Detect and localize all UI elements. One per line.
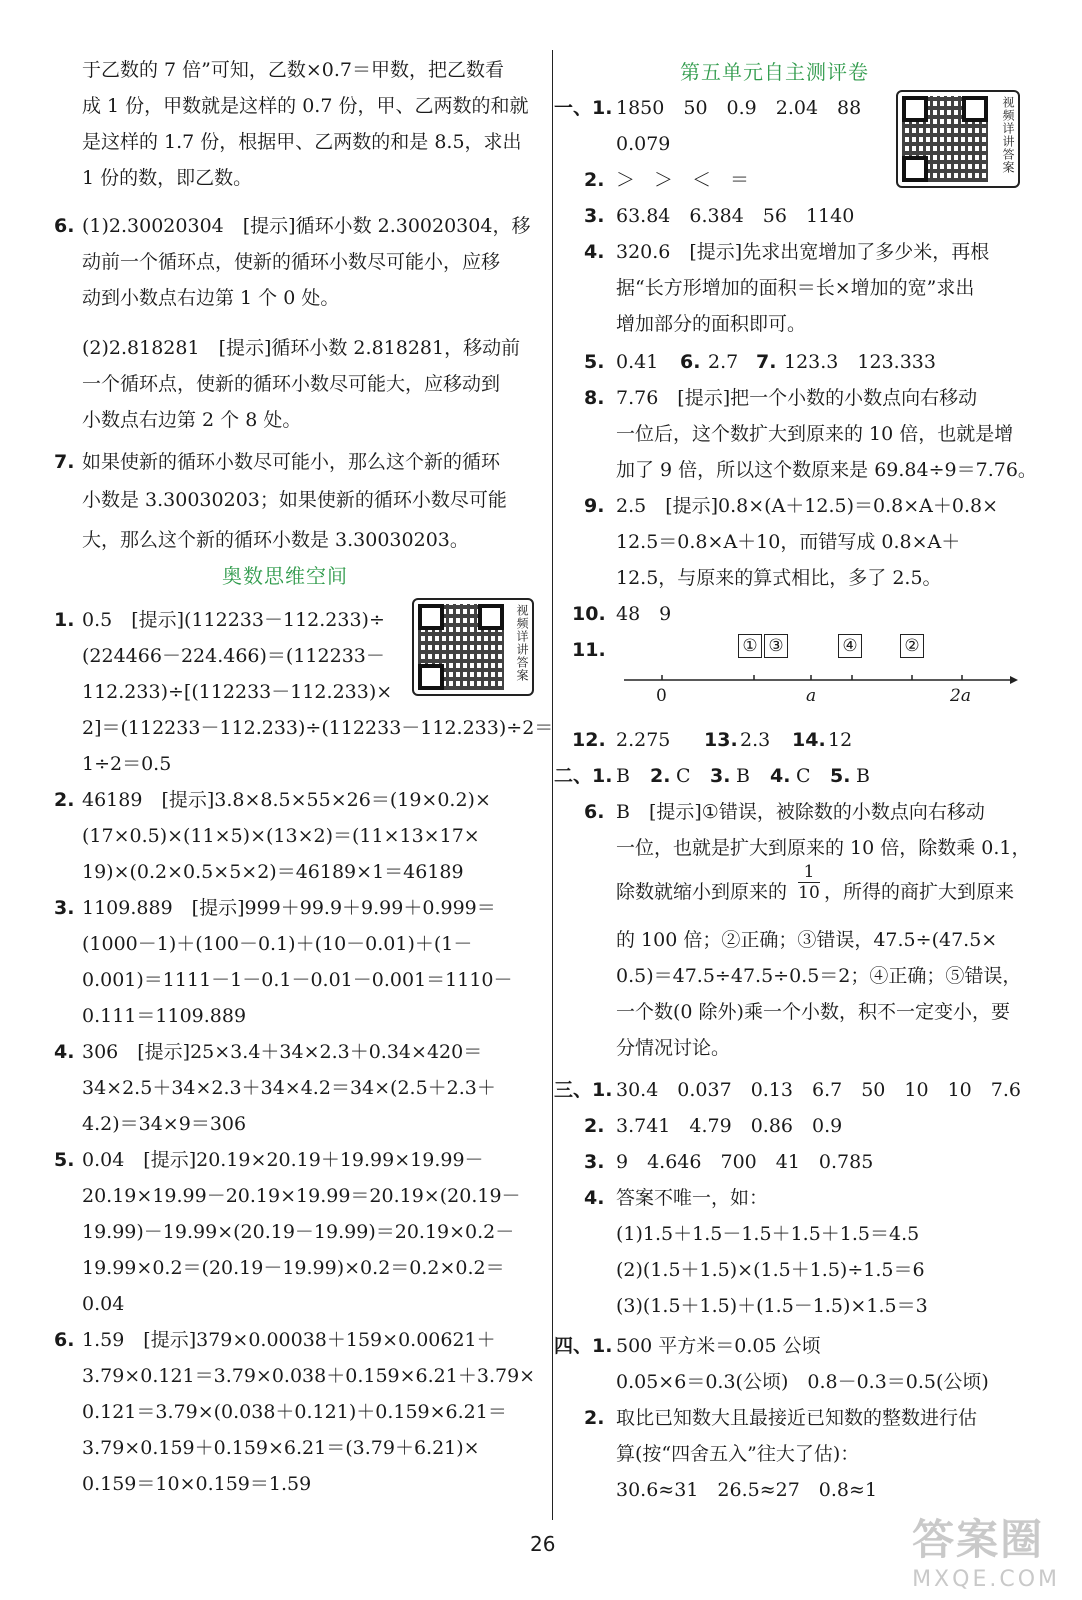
text-line: B [提示]①错误，被除数的小数点向右移动 [616, 801, 985, 823]
text-line: 成 1 份，甲数就是这样的 0.7 份，甲、乙两数的和就 [82, 95, 529, 117]
text-line: 500 平方米＝0.05 公顷 [616, 1335, 821, 1357]
text-line: 小数是 3.30030203；如果使新的循环小数尽可能 [82, 489, 507, 511]
text-line: 1 份的数，即乙数。 [82, 167, 253, 189]
text-line: 12.5＝0.8×A＋10，而错写成 0.8×A＋ [616, 531, 961, 553]
text-line: 123.3 123.333 [784, 351, 936, 373]
text-line: 2.5 [提示]0.8×(A＋12.5)＝0.8×A＋0.8× [616, 495, 999, 517]
item-number: 3. [584, 205, 605, 227]
qr-code-icon[interactable] [412, 598, 534, 696]
item-number: 四、1. [554, 1335, 613, 1357]
qr-corner [902, 96, 928, 122]
item-number: 12. [572, 729, 606, 751]
section-title: 第五单元自主测评卷 [680, 60, 869, 84]
watermark-logo [912, 1507, 1060, 1592]
text-line: 3.79×0.159＋0.159×6.21＝(3.79＋6.21)× [82, 1437, 480, 1459]
text-line: 0.04 [82, 1293, 125, 1315]
number-line [620, 634, 1020, 704]
text-line: 320.6 [提示]先求出宽增加了多少米，再根 [616, 241, 990, 263]
text-line: 112.233)÷[(112233－112.233)× [82, 681, 393, 703]
item-number: 1. [54, 609, 75, 631]
text-line: 0.121＝3.79×(0.038＋0.121)＋0.159×6.21＝ [82, 1401, 507, 1423]
text-line: 306 [提示]25×3.4＋34×2.3＋0.34×420＝ [82, 1041, 483, 1063]
watermark-url: MXQE.COM [912, 1567, 1060, 1592]
text-line: B [736, 765, 750, 787]
item-number: 3. [54, 897, 75, 919]
text-line: 除数就缩小到原来的 [616, 881, 788, 903]
text-line: 0.111＝1109.889 [82, 1005, 247, 1027]
fraction-numerator: 1 [798, 862, 820, 883]
text-line: 2.3 [740, 729, 771, 751]
text-line: (1)2.30020304 [提示]循环小数 2.30020304，移 [82, 215, 531, 237]
item-number: 11. [572, 639, 606, 661]
text-line: (17×0.5)×(11×5)×(13×2)＝(11×13×17× [82, 825, 480, 847]
item-number: 5. [584, 351, 605, 373]
text-line: 的 100 倍；②正确；③错误，47.5÷(47.5× [616, 929, 998, 951]
text-line: ，所得的商扩大到原来 [824, 881, 1015, 903]
fraction [798, 862, 820, 903]
text-line: 答案不唯一，如： [616, 1187, 769, 1209]
text-line: 0.001)＝1111－1－0.1－0.01－0.001＝1110－ [82, 969, 513, 991]
text-line: 1850 50 0.9 2.04 88 [616, 97, 862, 119]
text-line: 12 [828, 729, 853, 751]
page-number: 26 [530, 1532, 556, 1556]
item-number: 9. [584, 495, 605, 517]
text-line: 63.84 6.384 56 1140 [616, 205, 855, 227]
item-number: 6. [584, 801, 605, 823]
text-line: 加了 9 倍，所以这个数原来是 69.84÷9＝7.76。 [616, 459, 1037, 481]
qr-corner [902, 156, 928, 182]
text-line: 0.159＝10×0.159＝1.59 [82, 1473, 312, 1495]
text-line: 30.4 0.037 0.13 6.7 50 10 10 7.6 [616, 1079, 1021, 1101]
text-line: 于乙数的 7 倍”可知，乙数×0.7＝甲数，把乙数看 [82, 59, 505, 81]
text-line: 是这样的 1.7 份，根据甲、乙两数的和是 8.5，求出 [82, 131, 522, 153]
text-line: 12.5，与原来的算式相比，多了 2.5。 [616, 567, 942, 589]
item-number: 4. [584, 241, 605, 263]
item-number: 6. [54, 1329, 75, 1351]
text-line: 20.19×19.99－20.19×19.99＝20.19×(20.19－ [82, 1185, 521, 1207]
text-line: 0.41 [616, 351, 659, 373]
text-line: 1.59 [提示]379×0.00038＋159×0.00621＋ [82, 1329, 496, 1351]
text-line: B [856, 765, 870, 787]
answer-box: ① [738, 634, 762, 658]
text-line: 动到小数点右边第 1 个 0 处。 [82, 287, 340, 309]
item-number: 2. [584, 1407, 605, 1429]
text-line: 一个数(0 除外)乘一个小数，积不一定变小，要 [616, 1001, 1010, 1023]
qr-corner [962, 96, 988, 122]
text-line: 取比已知数大且最接近已知数的整数进行估 [616, 1407, 978, 1429]
text-line: 增加部分的面积即可。 [616, 313, 807, 335]
qr-corner [418, 604, 444, 630]
item-number: 二、1. [554, 765, 613, 787]
item-number: 10. [572, 603, 606, 625]
axis-label: 0 [656, 686, 667, 706]
text-line: 3.741 4.79 0.86 0.9 [616, 1115, 843, 1137]
text-line: ＞ ＞ ＜ ＝ [616, 169, 750, 191]
item-number: 2. [54, 789, 75, 811]
item-number: 4. [770, 765, 791, 787]
item-number: 6. [680, 351, 701, 373]
text-line: (2)2.818281 [提示]循环小数 2.818281，移动前 [82, 337, 521, 359]
text-line: (3)(1.5＋1.5)＋(1.5－1.5)×1.5＝3 [616, 1295, 928, 1317]
text-line: 大，那么这个新的循环小数是 3.30030203。 [82, 529, 469, 551]
text-line: 2.7 [708, 351, 739, 373]
text-line: 0.04 [提示]20.19×20.19＋19.99×19.99－ [82, 1149, 484, 1171]
axis-label: 2a [950, 686, 971, 706]
text-line: 一个循环点，使新的循环小数尽可能大，应移动到 [82, 373, 501, 395]
item-number: 14. [792, 729, 826, 751]
item-number: 13. [704, 729, 738, 751]
qr-caption: 视频详讲答案 [1001, 96, 1015, 174]
item-number: 2. [584, 169, 605, 191]
axis-label: a [806, 686, 817, 706]
text-line: 分情况讨论。 [616, 1037, 731, 1059]
text-line: 1÷2＝0.5 [82, 753, 172, 775]
item-number: 3. [584, 1151, 605, 1173]
item-number: 8. [584, 387, 605, 409]
item-number: 5. [54, 1149, 75, 1171]
text-line: 19)×(0.2×0.5×5×2)＝46189×1＝46189 [82, 861, 464, 883]
text-line: 0.05×6＝0.3(公顷) 0.8－0.3＝0.5(公顷) [616, 1371, 989, 1393]
qr-caption: 视频详讲答案 [515, 604, 529, 682]
text-line: 一位，也就是扩大到原来的 10 倍，除数乘 0.1， [616, 837, 1031, 859]
text-line: 48 9 [616, 603, 672, 625]
text-line: (1000－1)＋(100－0.1)＋(10－0.01)＋(1－ [82, 933, 473, 955]
text-line: 46189 [提示]3.8×8.5×55×26＝(19×0.2)× [82, 789, 491, 811]
item-number: 7. [54, 451, 75, 473]
answer-box: ④ [838, 634, 862, 658]
item-number: 5. [830, 765, 851, 787]
item-number: 4. [54, 1041, 75, 1063]
text-line: 30.6≈31 26.5≈27 0.8≈1 [616, 1479, 878, 1501]
text-line: (224466－224.466)＝(112233－ [82, 645, 385, 667]
qr-corner [418, 664, 444, 690]
column-divider [552, 50, 553, 1520]
item-number: 2. [650, 765, 671, 787]
item-number: 6. [54, 215, 75, 237]
text-line: 0.5 [提示](112233－112.233)÷ [82, 609, 385, 631]
fraction-denominator: 10 [798, 883, 820, 903]
item-number: 一、1. [554, 97, 613, 119]
text-line: 动前一个循环点，使新的循环小数尽可能小，应移 [82, 251, 501, 273]
answer-box: ③ [764, 634, 788, 658]
text-line: C [676, 765, 691, 787]
text-line: 如果使新的循环小数尽可能小，那么这个新的循环 [82, 451, 501, 473]
qr-code-icon[interactable] [896, 90, 1020, 188]
text-line: B [616, 765, 630, 787]
text-line: 1109.889 [提示]999＋99.9＋9.99＋0.999＝ [82, 897, 496, 919]
text-line: 0.5)＝47.5÷47.5÷0.5＝2；④正确；⑤错误， [616, 965, 1022, 987]
text-line: 小数点右边第 2 个 8 处。 [82, 409, 302, 431]
text-line: 4.2)＝34×9＝306 [82, 1113, 247, 1135]
answer-box: ② [900, 634, 924, 658]
item-number: 2. [584, 1115, 605, 1137]
text-line: 34×2.5＋34×2.3＋34×4.2＝34×(2.5＋2.3＋ [82, 1077, 496, 1099]
text-line: 19.99×0.2＝(20.19－19.99)×0.2＝0.2×0.2＝ [82, 1257, 505, 1279]
qr-corner [478, 604, 504, 630]
item-number: 三、1. [554, 1079, 613, 1101]
text-line: 据“长方形增加的面积＝长×增加的宽”求出 [616, 277, 975, 299]
text-line: C [796, 765, 811, 787]
text-line: 19.99)－19.99×(20.19－19.99)＝20.19×0.2－ [82, 1221, 515, 1243]
text-line: 2.275 [616, 729, 671, 751]
item-number: 7. [756, 351, 777, 373]
text-line: (1)1.5＋1.5－1.5＋1.5＋1.5＝4.5 [616, 1223, 920, 1245]
item-number: 3. [710, 765, 731, 787]
text-line: 2]＝(112233－112.233)÷(112233－112.233)÷2＝ [82, 717, 554, 739]
text-line: (2)(1.5＋1.5)×(1.5＋1.5)÷1.5＝6 [616, 1259, 925, 1281]
text-line: 3.79×0.121＝3.79×0.038＋0.159×6.21＋3.79× [82, 1365, 536, 1387]
watermark-text: 答案圈 [912, 1515, 1045, 1564]
item-number: 4. [584, 1187, 605, 1209]
text-line: 9 4.646 700 41 0.785 [616, 1151, 874, 1173]
text-line: 0.079 [616, 133, 671, 155]
text-line: 一位后，这个数扩大到原来的 10 倍，也就是增 [616, 423, 1014, 445]
section-title: 奥数思维空间 [222, 564, 348, 588]
text-line: 算(按“四舍五入”往大了估)： [616, 1443, 860, 1465]
text-line: 7.76 [提示]把一个小数的小数点向右移动 [616, 387, 978, 409]
